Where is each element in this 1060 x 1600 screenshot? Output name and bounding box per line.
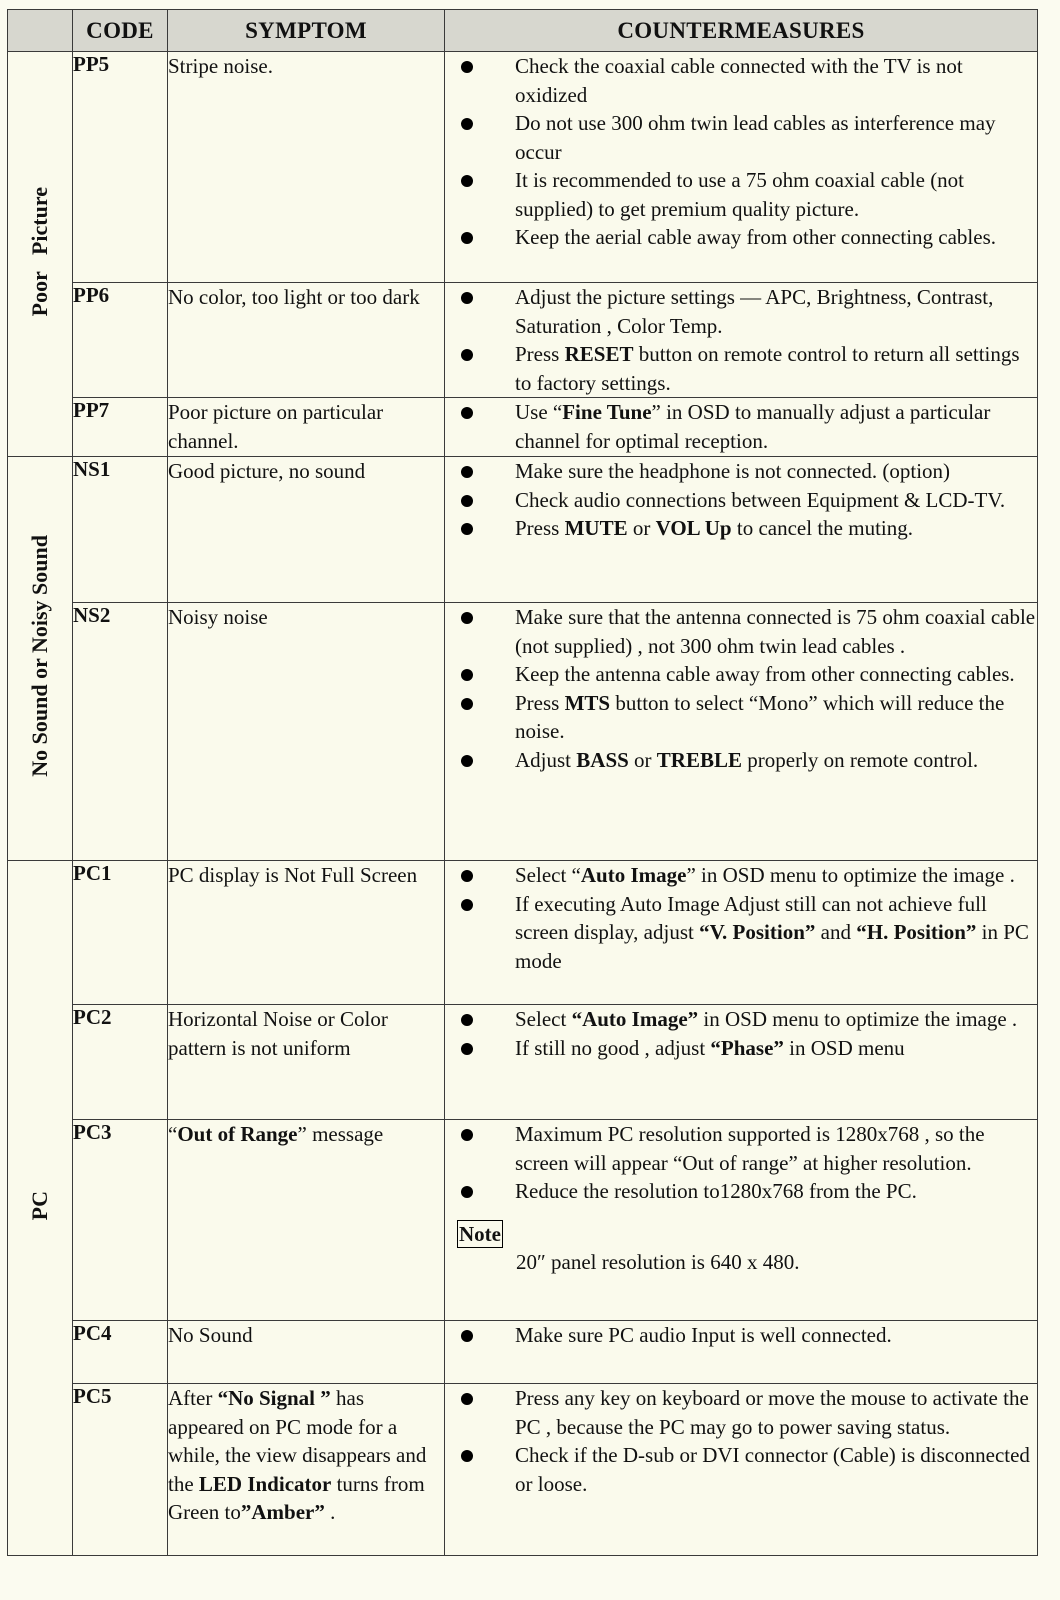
symptom-cell: PC display is Not Full Screen bbox=[168, 861, 445, 1005]
countermeasures-cell bbox=[445, 1005, 1038, 1120]
symptom-cell: No color, too light or too dark bbox=[168, 283, 445, 398]
countermeasures-cell bbox=[445, 1120, 1038, 1321]
list-item: Check the coaxial cable connected with the TV is not oxidized bbox=[445, 52, 1037, 109]
code-cell: PP6 bbox=[73, 283, 168, 398]
list-item: Press RESET button on remote control to return all settings to factory settings. bbox=[445, 340, 1037, 397]
category-poor-picture bbox=[8, 52, 73, 457]
list-item: Make sure the headphone is not connected. (option) bbox=[445, 457, 1037, 486]
bullet-icon bbox=[461, 118, 473, 130]
list-item: Make sure that the antenna connected is 75 ohm coaxial cable (not supplied) , not 300 ohm twin lead cables . bbox=[445, 603, 1037, 660]
bullet-icon bbox=[461, 292, 473, 304]
bullet-icon bbox=[461, 407, 473, 419]
bullet-icon bbox=[461, 232, 473, 244]
note-label: Note bbox=[459, 1221, 501, 1246]
symptom-cell: No Sound bbox=[168, 1321, 445, 1384]
list-item: Press any key on keyboard or move the mouse to activate the PC , because the PC may go to power saving status. bbox=[445, 1384, 1037, 1441]
table-row bbox=[8, 1120, 1038, 1321]
table-row bbox=[8, 52, 1038, 283]
list-item: Select “Auto Image” in OSD menu to optimize the image . bbox=[445, 1005, 1037, 1034]
table-row bbox=[8, 1005, 1038, 1120]
code-cell: PC4 bbox=[73, 1321, 168, 1384]
list-item: Check audio connections between Equipment & LCD-TV. bbox=[445, 486, 1037, 515]
bullet-icon bbox=[461, 612, 473, 624]
bullet-icon bbox=[461, 899, 473, 911]
countermeasures-cell bbox=[445, 283, 1038, 398]
code-cell: PP5 bbox=[73, 52, 168, 283]
list-item: Use “Fine Tune” in OSD to manually adjust a particular channel for optimal reception. bbox=[445, 398, 1037, 455]
bullet-icon bbox=[461, 698, 473, 710]
list-item: Keep the aerial cable away from other connecting cables. bbox=[445, 223, 1037, 252]
category-label: Poor Picture bbox=[27, 186, 52, 317]
list-item: Do not use 300 ohm twin lead cables as interference may occur bbox=[445, 109, 1037, 166]
countermeasures-cell bbox=[445, 1384, 1038, 1556]
list-item: Adjust the picture settings — APC, Brightness, Contrast, Saturation , Color Temp. bbox=[445, 283, 1037, 340]
countermeasures-cell bbox=[445, 603, 1038, 861]
symptom-cell: “Out of Range” message bbox=[168, 1120, 445, 1321]
code-cell: PC5 bbox=[73, 1384, 168, 1556]
symptom-cell: Stripe noise. bbox=[168, 52, 445, 283]
header-row bbox=[8, 10, 1038, 52]
bullet-icon bbox=[461, 175, 473, 187]
symptom-cell: Horizontal Noise or Color pattern is not uniform bbox=[168, 1005, 445, 1120]
list-item: Reduce the resolution to1280x768 from the PC. bbox=[445, 1177, 1037, 1206]
list-item: Press MTS button to select “Mono” which will reduce the noise. bbox=[445, 689, 1037, 746]
bullet-icon bbox=[461, 61, 473, 73]
symptom-cell: Good picture, no sound bbox=[168, 457, 445, 603]
bullet-icon bbox=[461, 349, 473, 361]
list-item: Press MUTE or VOL Up to cancel the muting. bbox=[445, 514, 1037, 543]
category-no-sound bbox=[8, 457, 73, 861]
table-row bbox=[8, 398, 1038, 457]
note-text: 20″ panel resolution is 640 x 480. bbox=[516, 1249, 800, 1274]
countermeasures-cell bbox=[445, 1321, 1038, 1384]
countermeasures-cell bbox=[445, 398, 1038, 457]
bullet-icon bbox=[461, 495, 473, 507]
header-category bbox=[8, 10, 73, 52]
category-pc bbox=[8, 861, 73, 1556]
bullet-icon bbox=[461, 755, 473, 767]
code-cell: NS1 bbox=[73, 457, 168, 603]
bullet-icon bbox=[461, 466, 473, 478]
code-cell: NS2 bbox=[73, 603, 168, 861]
code-cell: PC2 bbox=[73, 1005, 168, 1120]
bullet-icon bbox=[461, 1393, 473, 1405]
symptom-cell: After “No Signal ” has appeared on PC mode for a while, the view disappears and the LED Indicator turns from Green to”Amber” . bbox=[168, 1384, 445, 1556]
code-cell: PC1 bbox=[73, 861, 168, 1005]
bullet-icon bbox=[461, 1330, 473, 1342]
list-item: Adjust BASS or TREBLE properly on remote control. bbox=[445, 746, 1037, 775]
countermeasures-cell bbox=[445, 861, 1038, 1005]
category-label: PC bbox=[27, 1190, 52, 1221]
table-row bbox=[8, 283, 1038, 398]
header-countermeasures: COUNTERMEASURES bbox=[445, 10, 1038, 52]
bullet-icon bbox=[461, 870, 473, 882]
bullet-icon bbox=[461, 1043, 473, 1055]
symptom-cell: Poor picture on particular channel. bbox=[168, 398, 445, 457]
list-item: Select “Auto Image” in OSD menu to optimize the image . bbox=[445, 861, 1037, 890]
code-cell: PC3 bbox=[73, 1120, 168, 1321]
table-row bbox=[8, 861, 1038, 1005]
countermeasures-cell bbox=[445, 52, 1038, 283]
code-cell: PP7 bbox=[73, 398, 168, 457]
countermeasures-cell bbox=[445, 457, 1038, 603]
list-item: Check if the D-sub or DVI connector (Cable) is disconnected or loose. bbox=[445, 1441, 1037, 1498]
table-row bbox=[8, 457, 1038, 603]
troubleshooting-table bbox=[7, 9, 1038, 1556]
header-symptom: SYMPTOM bbox=[168, 10, 445, 52]
bullet-icon bbox=[461, 523, 473, 535]
category-label: No Sound or Noisy Sound bbox=[27, 535, 52, 777]
bullet-icon bbox=[461, 1450, 473, 1462]
bullet-icon bbox=[461, 1186, 473, 1198]
list-item: Keep the antenna cable away from other connecting cables. bbox=[445, 660, 1037, 689]
symptom-cell: Noisy noise bbox=[168, 603, 445, 861]
table-row bbox=[8, 603, 1038, 861]
bullet-icon bbox=[461, 1014, 473, 1026]
list-item: Make sure PC audio Input is well connected. bbox=[445, 1321, 1037, 1350]
table-row bbox=[8, 1321, 1038, 1384]
list-item: If still no good , adjust “Phase” in OSD menu bbox=[445, 1034, 1037, 1063]
list-item: Maximum PC resolution supported is 1280x768 , so the screen will appear “Out of range” at higher resolution. bbox=[445, 1120, 1037, 1177]
bullet-icon bbox=[461, 1129, 473, 1141]
list-item: It is recommended to use a 75 ohm coaxial cable (not supplied) to get premium quality picture. bbox=[445, 166, 1037, 223]
header-code: CODE bbox=[73, 10, 168, 52]
list-item: If executing Auto Image Adjust still can not achieve full screen display, adjust “V. Position” and “H. Position” in PC mode bbox=[445, 890, 1037, 976]
table-row bbox=[8, 1384, 1038, 1556]
bullet-icon bbox=[461, 669, 473, 681]
